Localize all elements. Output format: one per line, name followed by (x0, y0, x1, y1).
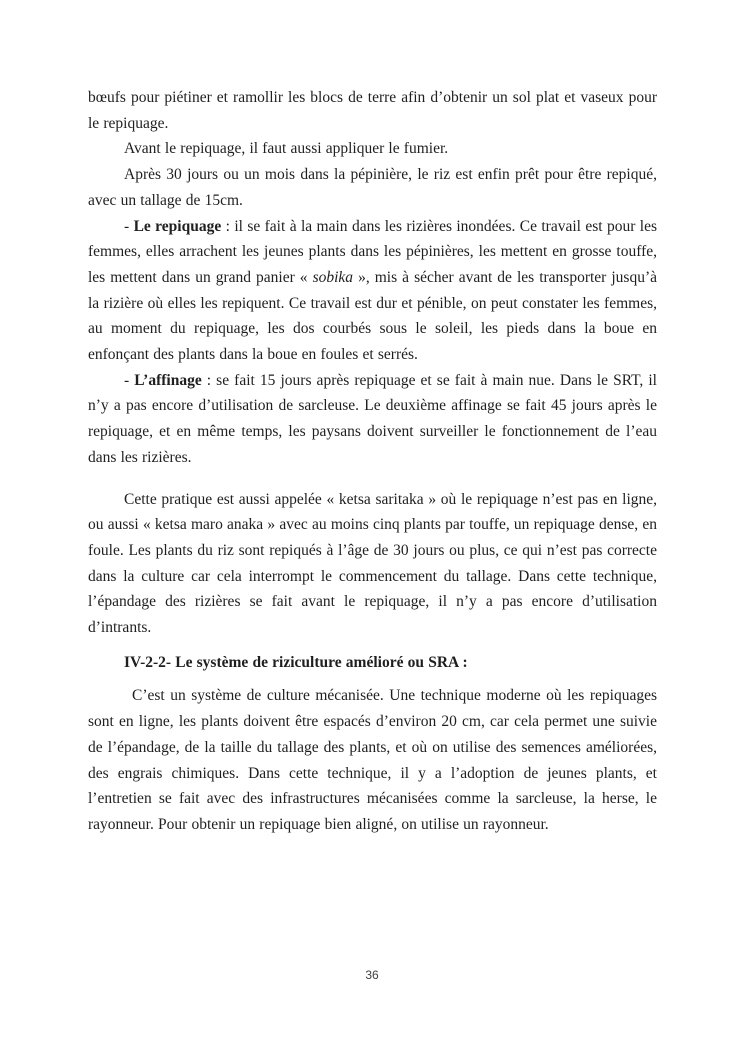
paragraph (88, 368, 657, 471)
text-run: C’est un système de culture mécanisée. Une technique moderne où les repiquages sont en ligne, les plants doivent être espacés d’environ 20 cm, car cela permet une suivie de l’épandage, de la taille du tallage des plants, et où on utilise des semences améliorées, des engrais chimiques. Dans cette technique, il y a l’adoption de jeunes plants, et l’entretien se fait avec des infrastructures mécanisées comme la sarcleuse, la herse, le rayonneur. Pour obtenir un repiquage bien aligné, on utilise un rayonneur. (88, 687, 657, 833)
text-run: bœufs pour piétiner et ramollir les blocs de terre afin d’obtenir un sol plat et vaseux pour le repiquage. (88, 89, 657, 132)
text-run: », mis à sécher avant de les transporter jusqu’à la rizière où elles les repiquent. Ce travail est dur et pénible, on peut constater les femmes, au moment du repiquage, les dos courbés sous le soleil, les pieds dans la boue en enfonçant des plants dans la boue en foules et serrés. (88, 268, 657, 364)
text-run: - (124, 217, 134, 235)
text-run: : il se fait à la main dans les rizières inondées. Ce travail est pour les femmes, elles arrachent les jeunes plants dans les pépinières, les mettent en grosse touffe, les mettent dans un grand panier « (88, 217, 657, 286)
paragraph (88, 136, 657, 162)
text-run: sobika (312, 268, 354, 286)
paragraph (88, 683, 657, 837)
paragraph (88, 162, 657, 213)
text-run: - (124, 371, 135, 389)
paragraph (88, 487, 657, 641)
paragraph (88, 214, 657, 368)
text-run: : se fait 15 jours après repiquage et se fait à main nue. Dans le SRT, il n’y a pas encore d’utilisation de sarcleuse. Le deuxième affinage se fait 45 jours après le repiquage, et en même temps, les paysans doivent surveiller le fonctionnement de l’eau dans les rizières. (88, 371, 657, 466)
text-run: L’affinage (134, 371, 202, 389)
section-heading (88, 650, 657, 676)
paragraph (88, 85, 657, 136)
document-body (88, 85, 657, 838)
text-run: Après 30 jours ou un mois dans la pépinière, le riz est enfin prêt pour être repiqué, avec un tallage de 15cm. (88, 166, 657, 209)
text-run: Le repiquage (133, 217, 222, 235)
text-run: IV-2-2- Le système de riziculture amélioré ou SRA : (124, 653, 468, 671)
page-number: 36 (365, 968, 379, 982)
text-run: Cette pratique est aussi appelée « ketsa saritaka » où le repiquage n’est pas en ligne, ou aussi « ketsa maro anaka » avec au moins cinq plants par touffe, un repiquage dense, en foule. Les plants du riz sont repiqués à l’âge de 30 jours ou plus, ce qui n’est pas correcte dans la culture car cela interrompt le commencement du tallage. Dans cette technique, l’épandage des rizières se fait avant le repiquage, il n’y a pas encore d’utilisation d’intrants. (88, 490, 657, 637)
text-run: Avant le repiquage, il faut aussi appliquer le fumier. (124, 140, 449, 158)
